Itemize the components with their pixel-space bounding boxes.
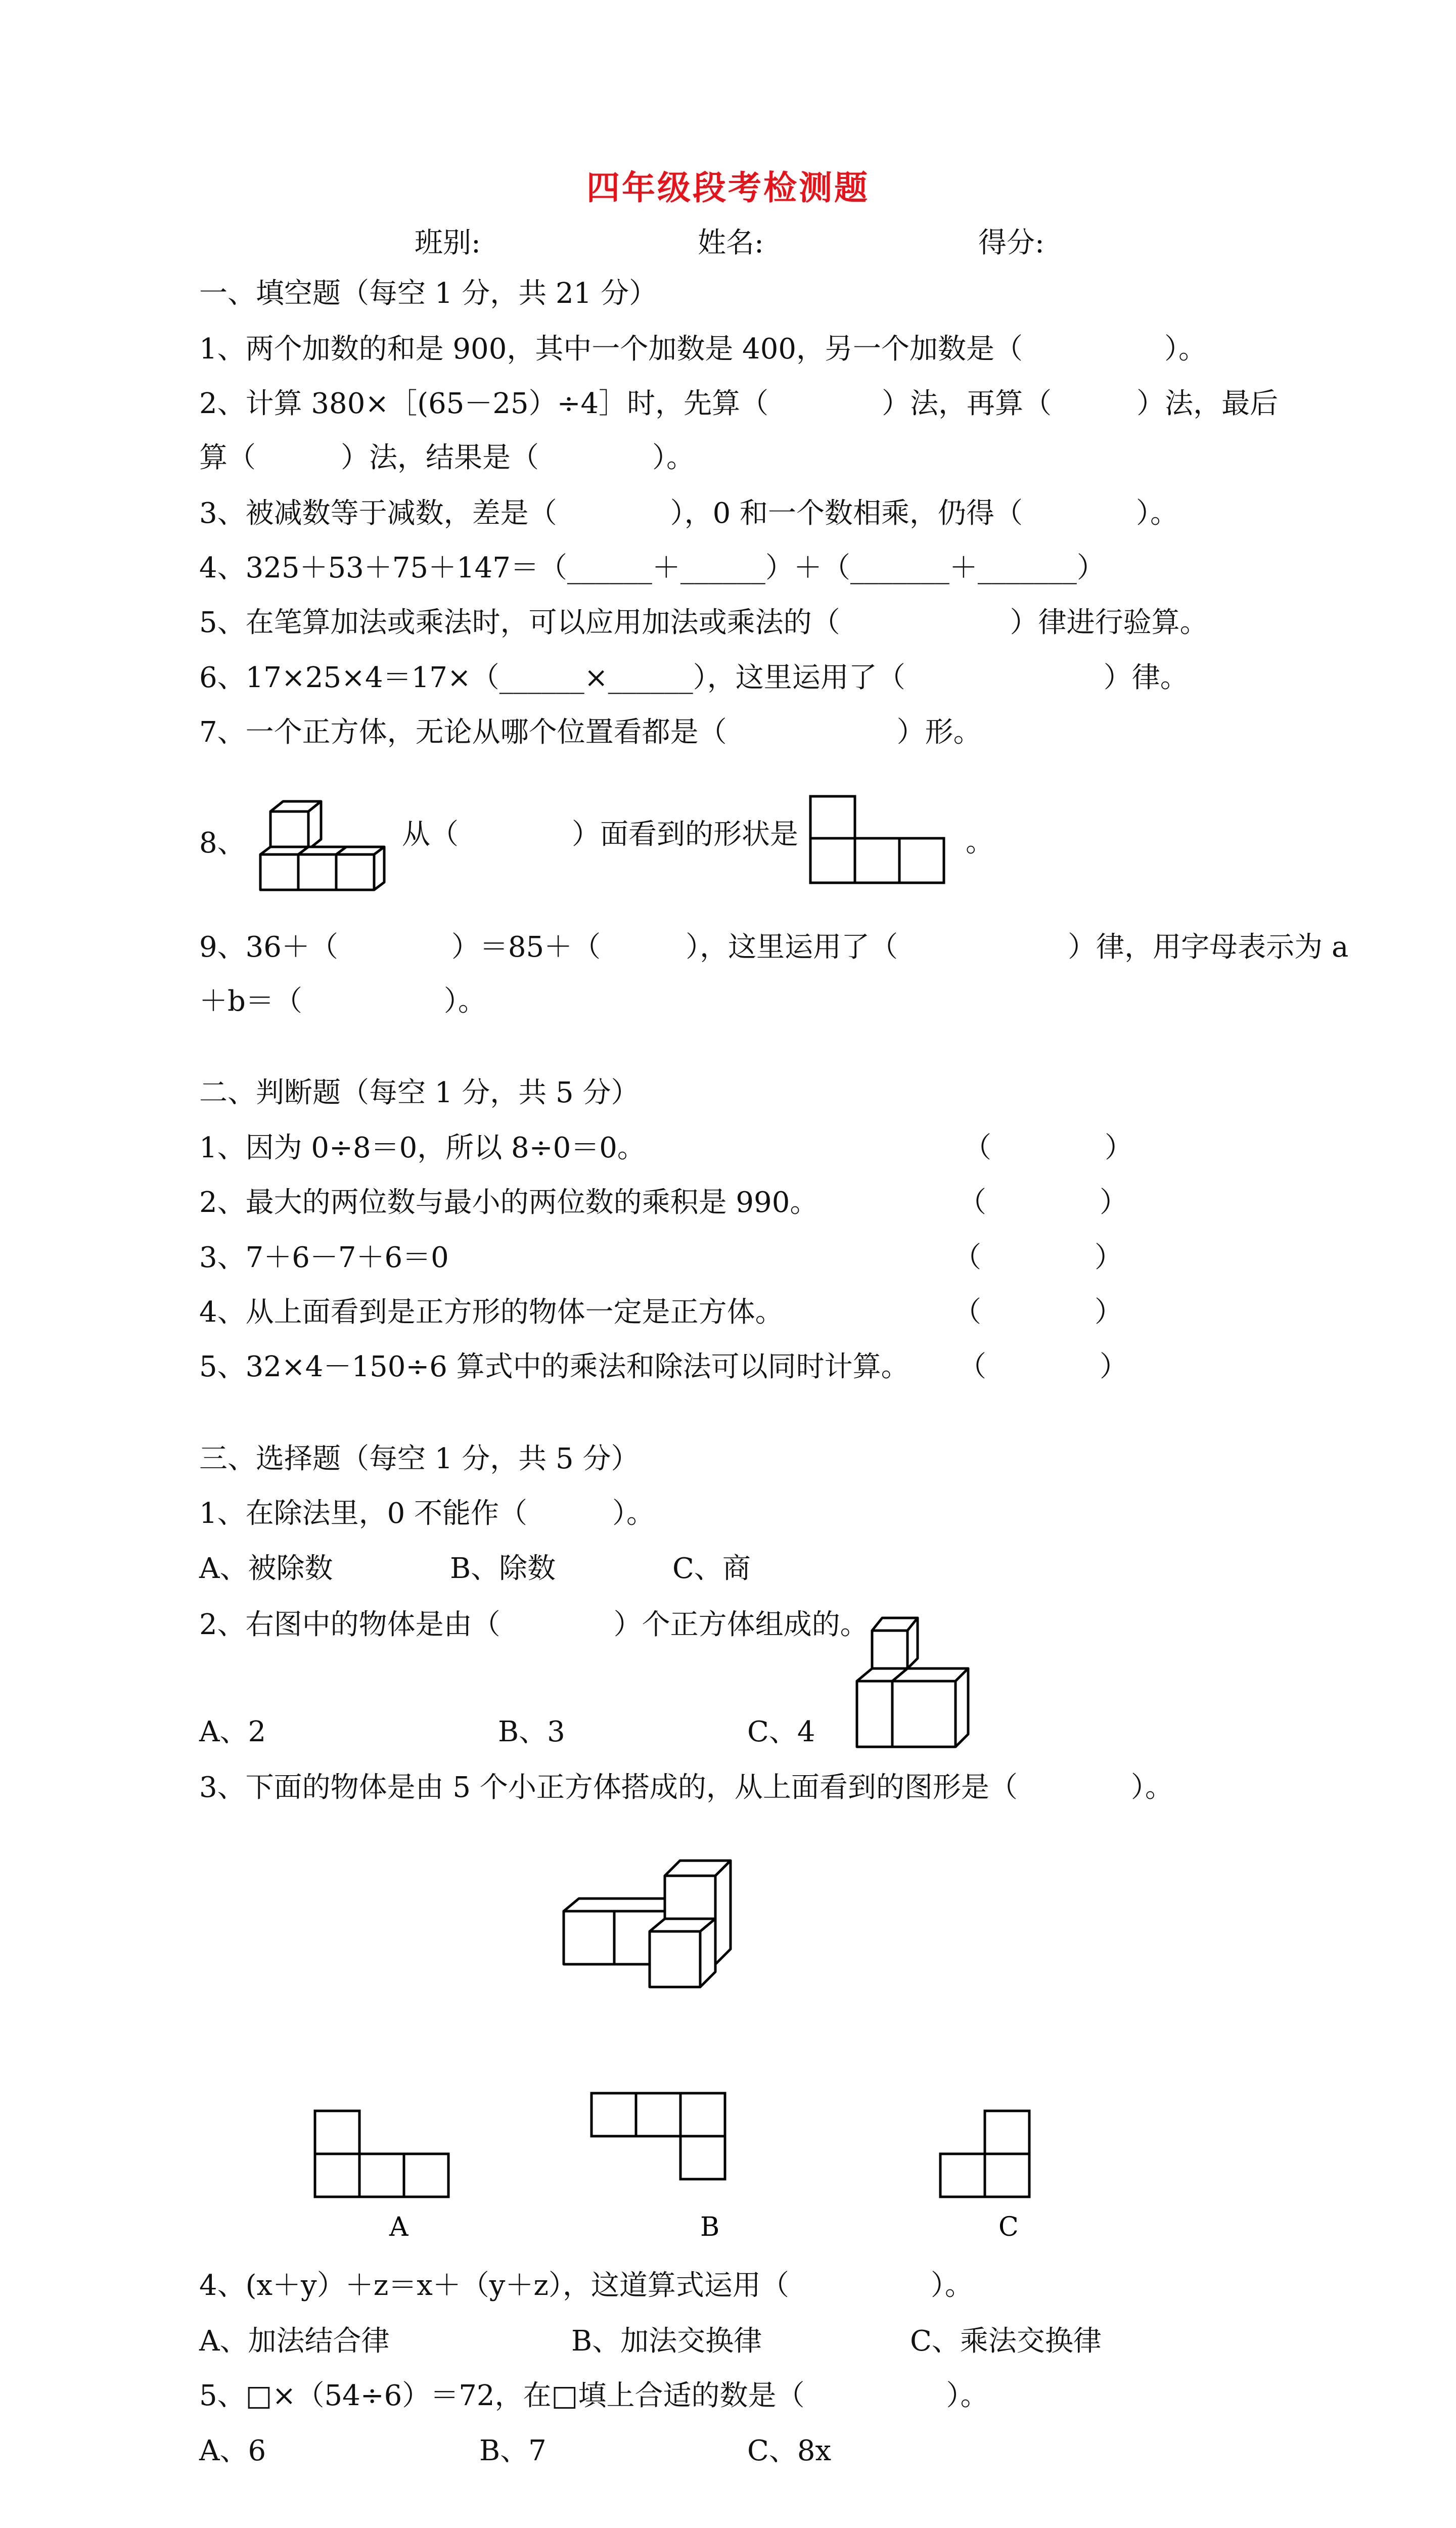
- q2-cube-figure: [854, 1610, 981, 1752]
- s1-question-1: 1、两个加数的和是 900，其中一个加数是 400，另一个加数是（ ）。: [199, 333, 1207, 366]
- q3-option-c-figure: [938, 2108, 1039, 2199]
- page-title: 四年级段考检测题: [586, 168, 870, 207]
- q3-option-b-label: B: [700, 2212, 720, 2242]
- s3-q1-option-b: B、除数: [450, 1552, 556, 1585]
- s1-question-8-number: 8、: [199, 827, 246, 860]
- s3-question-2: 2、右图中的物体是由（ ）个正方体组成的。: [199, 1608, 869, 1641]
- s3-question-4: 4、(x＋y）＋z＝x＋（y＋z），这道算式运用（ ）。: [199, 2269, 973, 2302]
- score-label: 得分:: [978, 227, 1044, 259]
- s3-q5-option-a: A、6: [199, 2434, 266, 2467]
- s3-question-1: 1、在除法里，0 不能作（ ）。: [199, 1497, 655, 1530]
- q8-view-figure: [808, 794, 947, 885]
- s3-q5-option-c: C、8x: [747, 2434, 832, 2467]
- judge-item: 2、最大的两位数与最小的两位数的乘积是 990。: [199, 1186, 818, 1219]
- s3-q2-option-b: B、3: [498, 1716, 565, 1748]
- q8-cube-figure: [255, 799, 387, 895]
- q3-option-a-figure: [312, 2108, 454, 2199]
- judge-blank: （ ）: [963, 1132, 1133, 1164]
- s1-question-7: 7、一个正方体，无论从哪个位置看都是（ ）形。: [199, 716, 982, 749]
- s1-question-9-line1: 9、36＋（ ）＝85＋（ ），这里运用了（ ）律，用字母表示为 a: [199, 931, 1349, 964]
- s3-q4-option-b: B、加法交换律: [571, 2325, 762, 2358]
- judge-item: 3、7＋6－7＋6＝0: [199, 1241, 449, 1274]
- judge-item: 5、32×4－150÷6 算式中的乘法和除法可以同时计算。: [199, 1350, 909, 1383]
- s3-q2-option-a: A、2: [199, 1716, 266, 1748]
- s1-question-8-end: 。: [966, 826, 994, 859]
- q3-option-a-label: A: [389, 2212, 408, 2242]
- section3-heading: 三、选择题（每空 1 分，共 5 分）: [199, 1442, 640, 1475]
- s3-question-5: 5、□×（54÷6）＝72，在□填上合适的数是（ ）。: [199, 2379, 989, 2412]
- judge-blank: （ ）: [953, 1296, 1123, 1329]
- s1-question-9-line2: ＋b＝（ ）。: [199, 985, 486, 1018]
- s1-question-6: 6、17×25×4＝17×（______×______），这里运用了（ ）律。: [199, 661, 1189, 694]
- s1-question-8-text: 从（ ）面看到的形状是: [402, 818, 798, 851]
- q3-cube-figure: [561, 1843, 743, 1990]
- s1-question-3: 3、被减数等于减数，差是（ ），0 和一个数相乘，仍得（ ）。: [199, 497, 1179, 530]
- s1-question-4: 4、325＋53＋75＋147＝（______＋______）＋（_______＋_______）: [199, 552, 1105, 584]
- s3-q1-option-c: C、商: [672, 1552, 751, 1585]
- s1-question-2-line2: 算（ ）法，结果是（ ）。: [199, 441, 695, 474]
- q3-option-b-figure: [589, 2091, 731, 2182]
- judge-item: 4、从上面看到是正方形的物体一定是正方体。: [199, 1296, 784, 1329]
- s3-q4-option-a: A、加法结合律: [199, 2325, 390, 2358]
- s3-q1-option-a: A、被除数: [199, 1552, 333, 1585]
- judge-blank: （ ）: [958, 1350, 1128, 1383]
- judge-item: 1、因为 0÷8＝0，所以 8÷0＝0。: [199, 1132, 646, 1164]
- section1-heading: 一、填空题（每空 1 分，共 21 分）: [199, 277, 658, 310]
- s3-q5-option-b: B、7: [479, 2434, 547, 2467]
- section2-heading: 二、判断题（每空 1 分，共 5 分）: [199, 1076, 640, 1109]
- judge-blank: （ ）: [953, 1241, 1123, 1274]
- s3-question-3: 3、下面的物体是由 5 个小正方体搭成的，从上面看到的图形是（ ）。: [199, 1771, 1173, 1804]
- q3-option-c-label: C: [998, 2212, 1019, 2242]
- s1-question-2-line1: 2、计算 380×［(65－25）÷4］时，先算（ ）法，再算（ ）法，最后: [199, 387, 1279, 420]
- class-label: 班别:: [415, 227, 481, 259]
- s1-question-5: 5、在笔算加法或乘法时，可以应用加法或乘法的（ ）律进行验算。: [199, 606, 1208, 639]
- name-label: 姓名:: [698, 227, 764, 259]
- judge-blank: （ ）: [958, 1186, 1128, 1219]
- s3-q2-option-c: C、4: [747, 1716, 815, 1748]
- s3-q4-option-c: C、乘法交换律: [910, 2325, 1102, 2358]
